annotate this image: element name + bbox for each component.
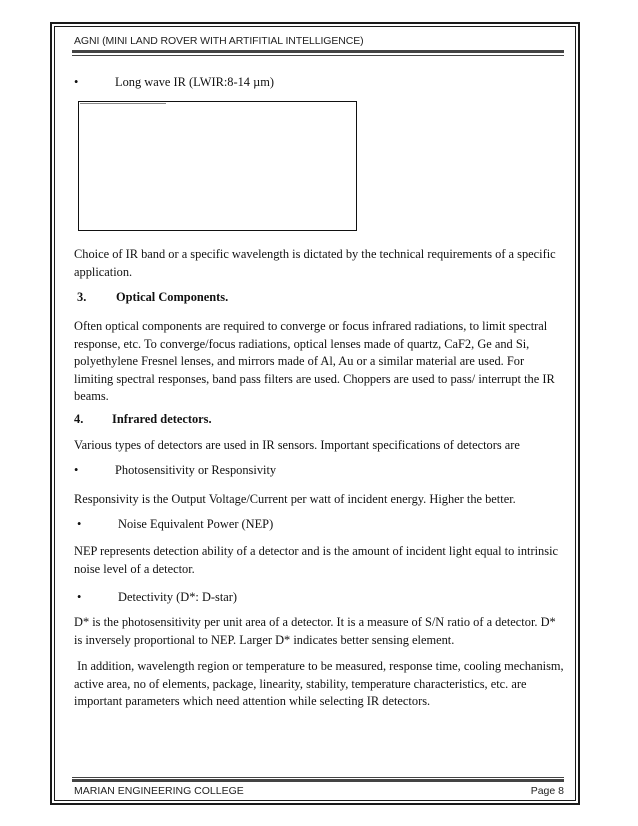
section-3-title: Optical Components. [116, 290, 229, 304]
section-3-number: 3. [77, 290, 87, 304]
bullet-glyph: • [74, 463, 79, 477]
bullet-glyph: • [77, 590, 82, 604]
footer-college: MARIAN ENGINEERING COLLEGE [74, 785, 244, 797]
footer-page-number: Page 8 [530, 785, 564, 797]
detectors-intro: Various types of detectors are used in IR sensors. Important specifications of detectors are [74, 438, 520, 452]
header-title: AGNI (MINI LAND ROVER WITH ARTIFITIAL INTELLIGENCE) [74, 35, 364, 47]
spec-3-label: Detectivity (D*: D-star) [118, 590, 238, 604]
lwir-label: Long wave IR (LWIR:8-14 µm) [115, 75, 274, 89]
spec-3-paragraph: D* is the photosensitivity per unit area of a detector. It is a measure of S/N ratio of a detector. D* is inversely proportional to NEP. Larger D* indicates better sensing element. [74, 615, 556, 647]
figure-image-frame [78, 101, 357, 231]
bullet-glyph: • [74, 75, 79, 89]
footer-divider-thin [72, 777, 564, 778]
bullet-glyph: • [77, 517, 82, 531]
header-divider [72, 50, 564, 53]
footer-divider [72, 779, 564, 782]
spec-2-label: Noise Equivalent Power (NEP) [118, 517, 274, 531]
header-divider-thin [72, 55, 564, 56]
spec-1-label: Photosensitivity or Responsivity [115, 463, 277, 477]
optical-paragraph: Often optical components are required to converge or focus infrared radiations, to limit spectral response, etc. To converge/focus radiations, optical lenses made of quartz, CaF2, Ge and Si, polyethylene Fresnel lenses, and mirrors made of Al, Au or a similar material are used. For limiting spectral responses, band pass filters are used. Choppers are used to pass/ interrupt the IR beams. [74, 319, 555, 403]
spec-2-paragraph: NEP represents detection ability of a detector and is the amount of incident light equal to intrinsic noise level of a detector. [74, 544, 559, 576]
section-4-title: Infrared detectors. [112, 412, 212, 426]
section-4-number: 4. [74, 412, 84, 426]
choice-paragraph: Choice of IR band or a specific wavelength is dictated by the technical requirements of a specific application. [74, 247, 556, 279]
spec-1-paragraph: Responsivity is the Output Voltage/Current per watt of incident energy. Higher the better. [74, 492, 516, 506]
closing-paragraph: In addition, wavelength region or temperature to be measured, response time, cooling mechanism, active area, no of elements, package, linearity, stability, temperature characteristics, etc. are important parameters which need attention while selecting IR detectors. [74, 659, 567, 708]
figure-image-placeholder [80, 103, 166, 104]
